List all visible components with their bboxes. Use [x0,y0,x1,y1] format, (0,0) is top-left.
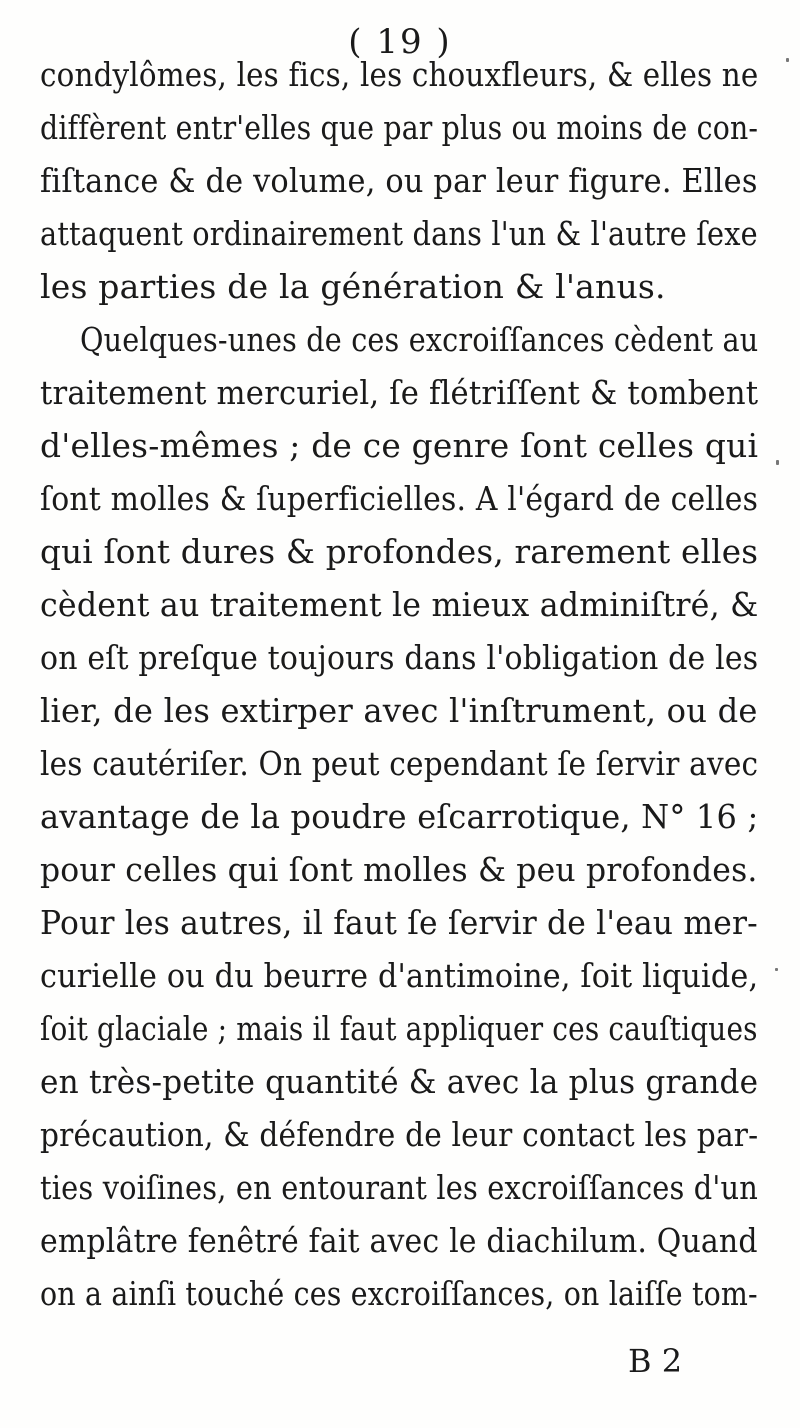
text-line: on a ainſi touché ces excroiſſances, on laiſſe tom- [40,1274,758,1313]
text-line: les cautériſer. On peut cependant ſe ſervir avec [40,744,759,783]
text-line: lier, de les extirper avec l'inſtrument, ou de [40,691,758,730]
page-number: ( 19 ) [348,22,452,62]
text-line: diffèrent entr'elles que par plus ou moins de con- [40,108,759,147]
text-line: on eſt preſque toujours dans l'obligation de les [40,638,759,677]
text-line: avantage de la poudre eſcarrotique, N° 16 ; [40,797,759,836]
text-line: emplâtre fenêtré fait avec le diachilum. Quand [40,1221,758,1260]
text-line: Pour les autres, il faut ſe ſervir de l'eau mer- [40,903,758,942]
text-line: Quelques-unes de ces excroiſſances cèdent au [80,320,759,359]
text-line: ties voiſines, en entourant les excroiſſances d'un [40,1168,759,1207]
text-line: d'elles-mêmes ; de ce genre ſont celles qui [40,426,759,465]
paper-speck [776,460,779,465]
text-line: traitement mercuriel, ſe flétriſſent & tombent [40,373,759,412]
text-line: les parties de la génération & l'anus. [40,267,666,306]
text-line: ſont molles & ſuperficielles. A l'égard de celles [40,479,759,518]
text-line: ſoit glaciale ; mais il faut appliquer ces cauſtiques [40,1009,758,1048]
signature-mark: B 2 [628,1342,683,1380]
text-line: en très-petite quantité & avec la plus grande [40,1062,759,1101]
text-line: qui ſont dures & profondes, rarement elles [40,532,759,571]
text-line: pour celles qui ſont molles & peu profondes. [40,850,758,889]
text-line: fiſtance & de volume, ou par leur figure. Elles [40,161,758,200]
paper-speck [775,968,778,971]
text-line: cèdent au traitement le mieux adminiſtré, & [40,585,759,624]
text-line: attaquent ordinairement dans l'un & l'autre ſexe [40,214,758,253]
text-line: curielle ou du beurre d'antimoine, ſoit liquide, [40,956,759,995]
text-line: condylômes, les fics, les chouxfleurs, & elles ne [40,55,759,94]
paper-speck [786,58,789,62]
text-line: précaution, & défendre de leur contact les par- [40,1115,759,1154]
